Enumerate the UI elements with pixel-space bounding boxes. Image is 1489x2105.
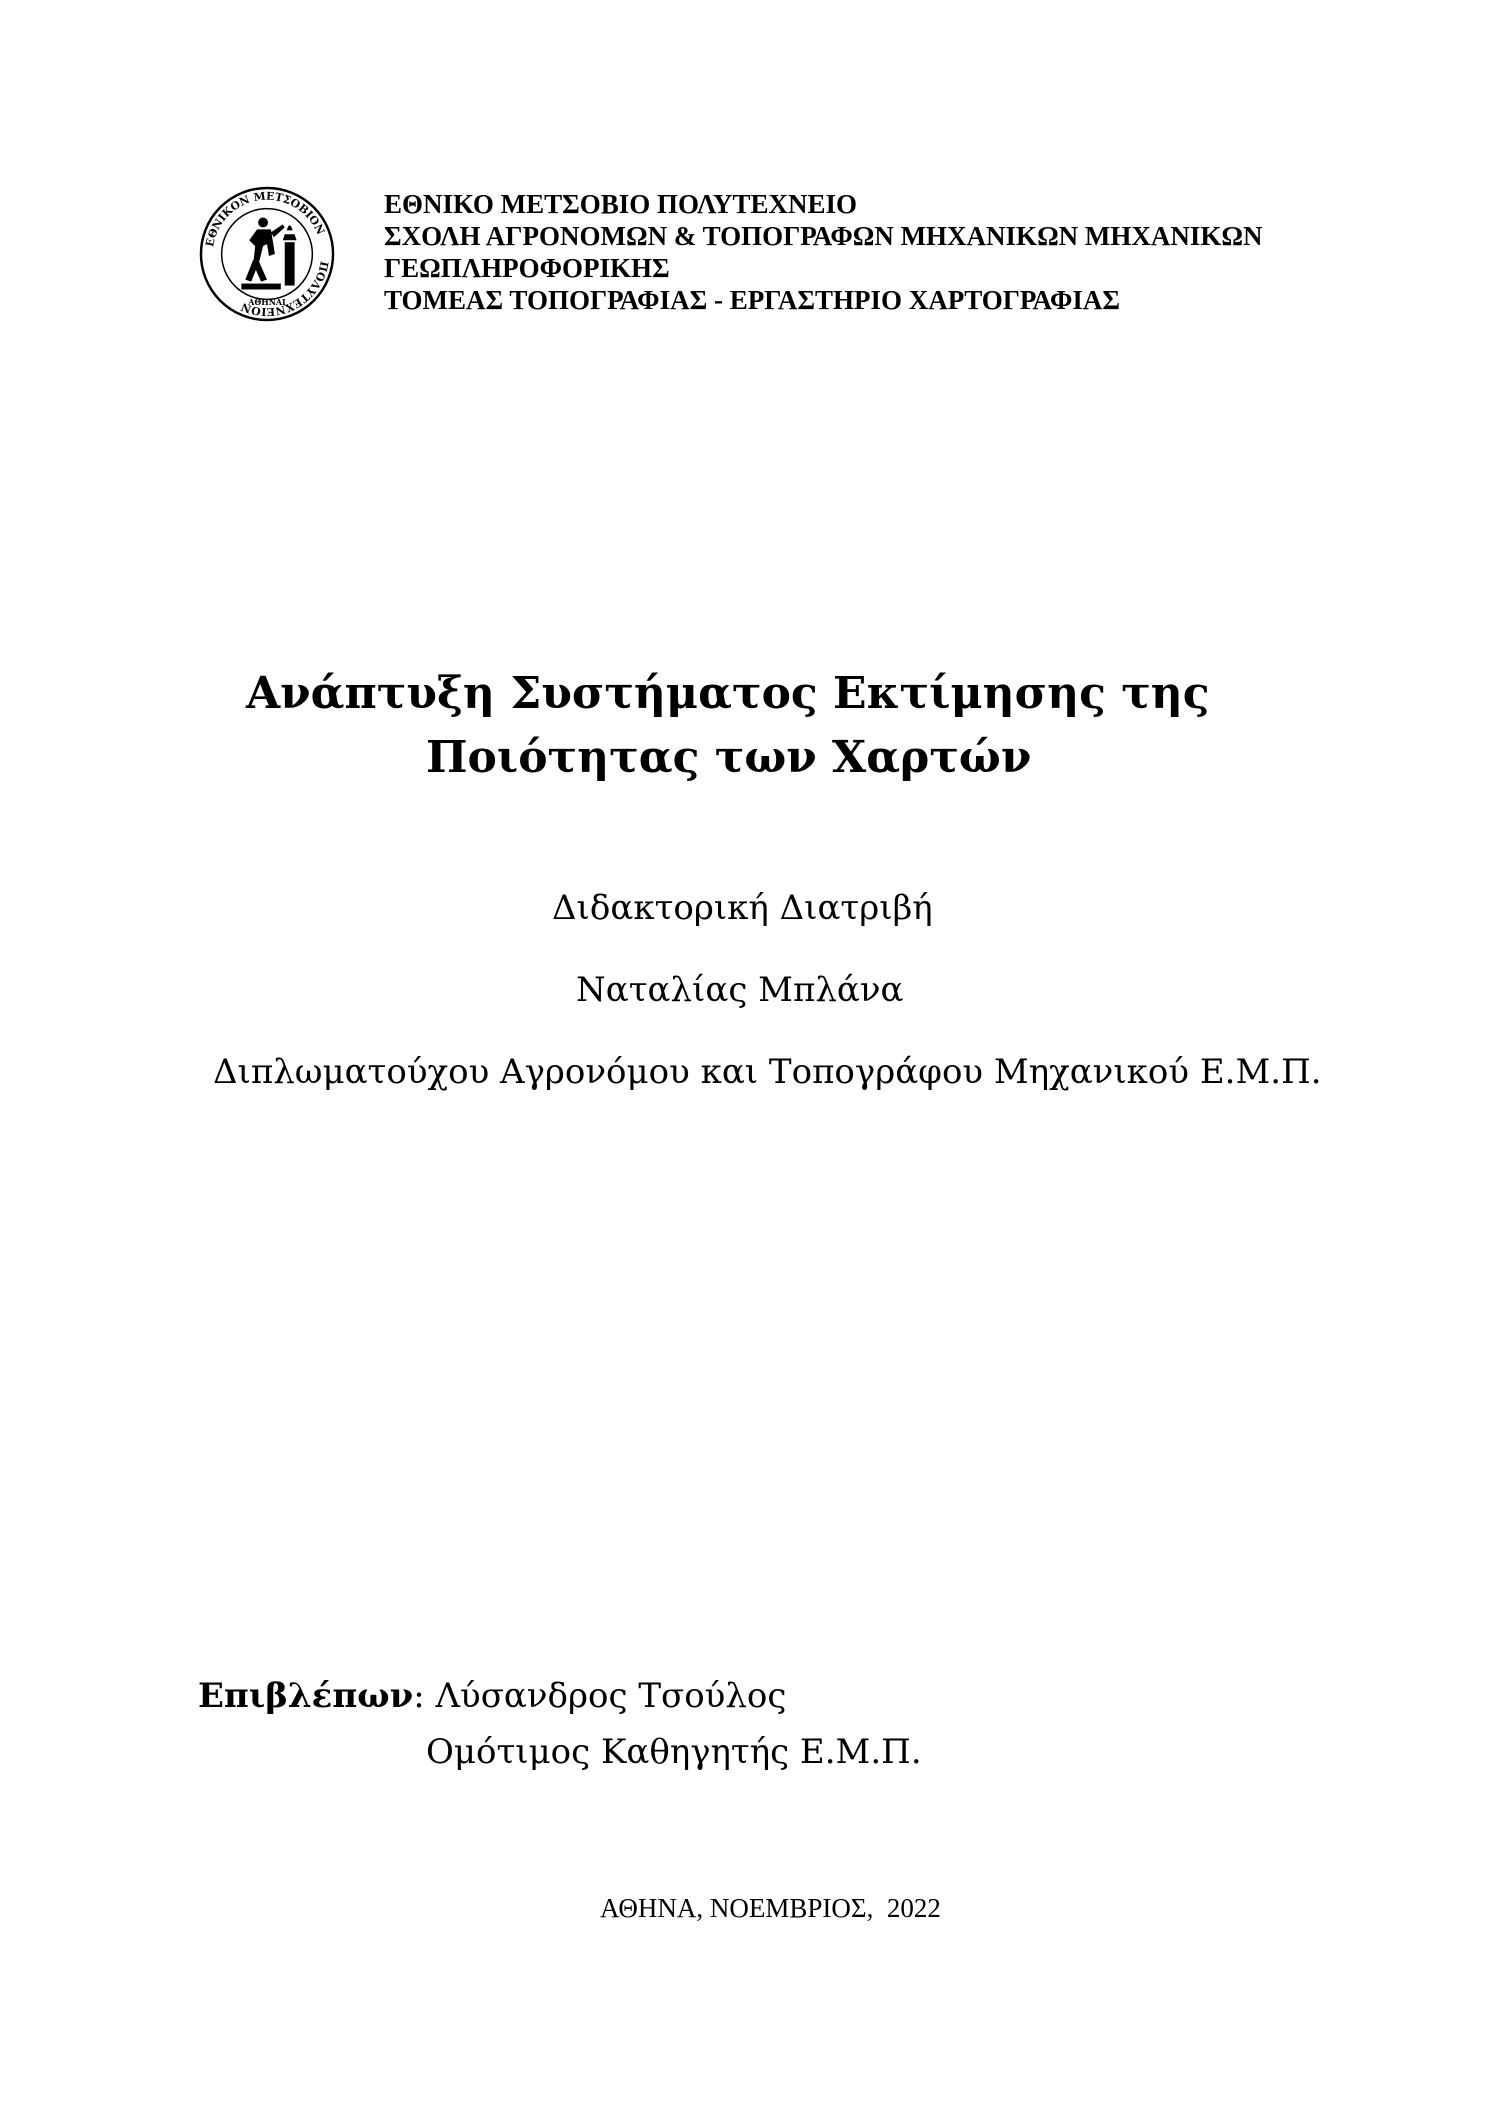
thesis-title [0,662,1489,790]
school-name-continued: ΓΕΩΠΛΗΡΟΦΟΡΙΚΗΣ [384,253,670,283]
school-name: ΣΧΟΛΗ ΑΓΡΟΝΟΜΩΝ & ΤΟΠΟΓΡΑΦΩΝ ΜΗΧΑΝΙΚΩΝ ΜΗΧΑΝΙΚΩΝ [384,221,1263,251]
place-and-date: ΑΘΗΝΑ, ΝΟΕΜΒΡΙΟΣ, 2022 [600,1893,941,1923]
seal-text-top: ΠΟΛΥΤΕΧΝΕΙΟΝ [239,260,331,319]
thesis-title-line-1: Ανάπτυξη Συστήματος Εκτίμησης της [246,668,1210,719]
supervisor-label: Επιβλέπων [198,1676,414,1716]
department-name: ΤΟΜΕΑΣ ΤΟΠΟΓΡΑΦΙΑΣ - ΕΡΓΑΣΤΗΡΙΟ ΧΑΡΤΟΓΡΑΦΙΑΣ [384,285,1121,315]
seal-text-bottom: ΑΘΗΝΑΙ [248,298,286,308]
supervisor-title: Ομότιμος Καθηγητής Ε.Μ.Π. [426,1732,922,1772]
seal-text-left: ΕΘΝΙΚΟΝ ΜΕΤΣΟΒΙΟΝ [203,189,328,248]
institution-header [384,188,1263,316]
supervisor-name: Λύσανδρος Τσούλος [435,1676,787,1716]
university-seal-icon [198,185,336,323]
supervisor-line-1 [198,1676,786,1716]
author-name: Ναταλίας Μπλάνα [576,970,904,1010]
supervisor-block [198,1668,922,1780]
document-type: Διδακτορική Διατριβή [552,888,933,928]
author-degree: Διπλωματούχου Αγρονόμου και Τοπογράφου Μηχανικού Ε.Μ.Π. [213,1052,1322,1092]
thesis-title-line-2: Ποιότητας των Χαρτών [426,732,1032,783]
supervisor-separator: : [413,1676,425,1716]
university-name: ΕΘΝΙΚΟ ΜΕΤΣΟΒΙΟ ΠΟΛΥΤΕΧΝΕΙΟ [384,189,857,219]
